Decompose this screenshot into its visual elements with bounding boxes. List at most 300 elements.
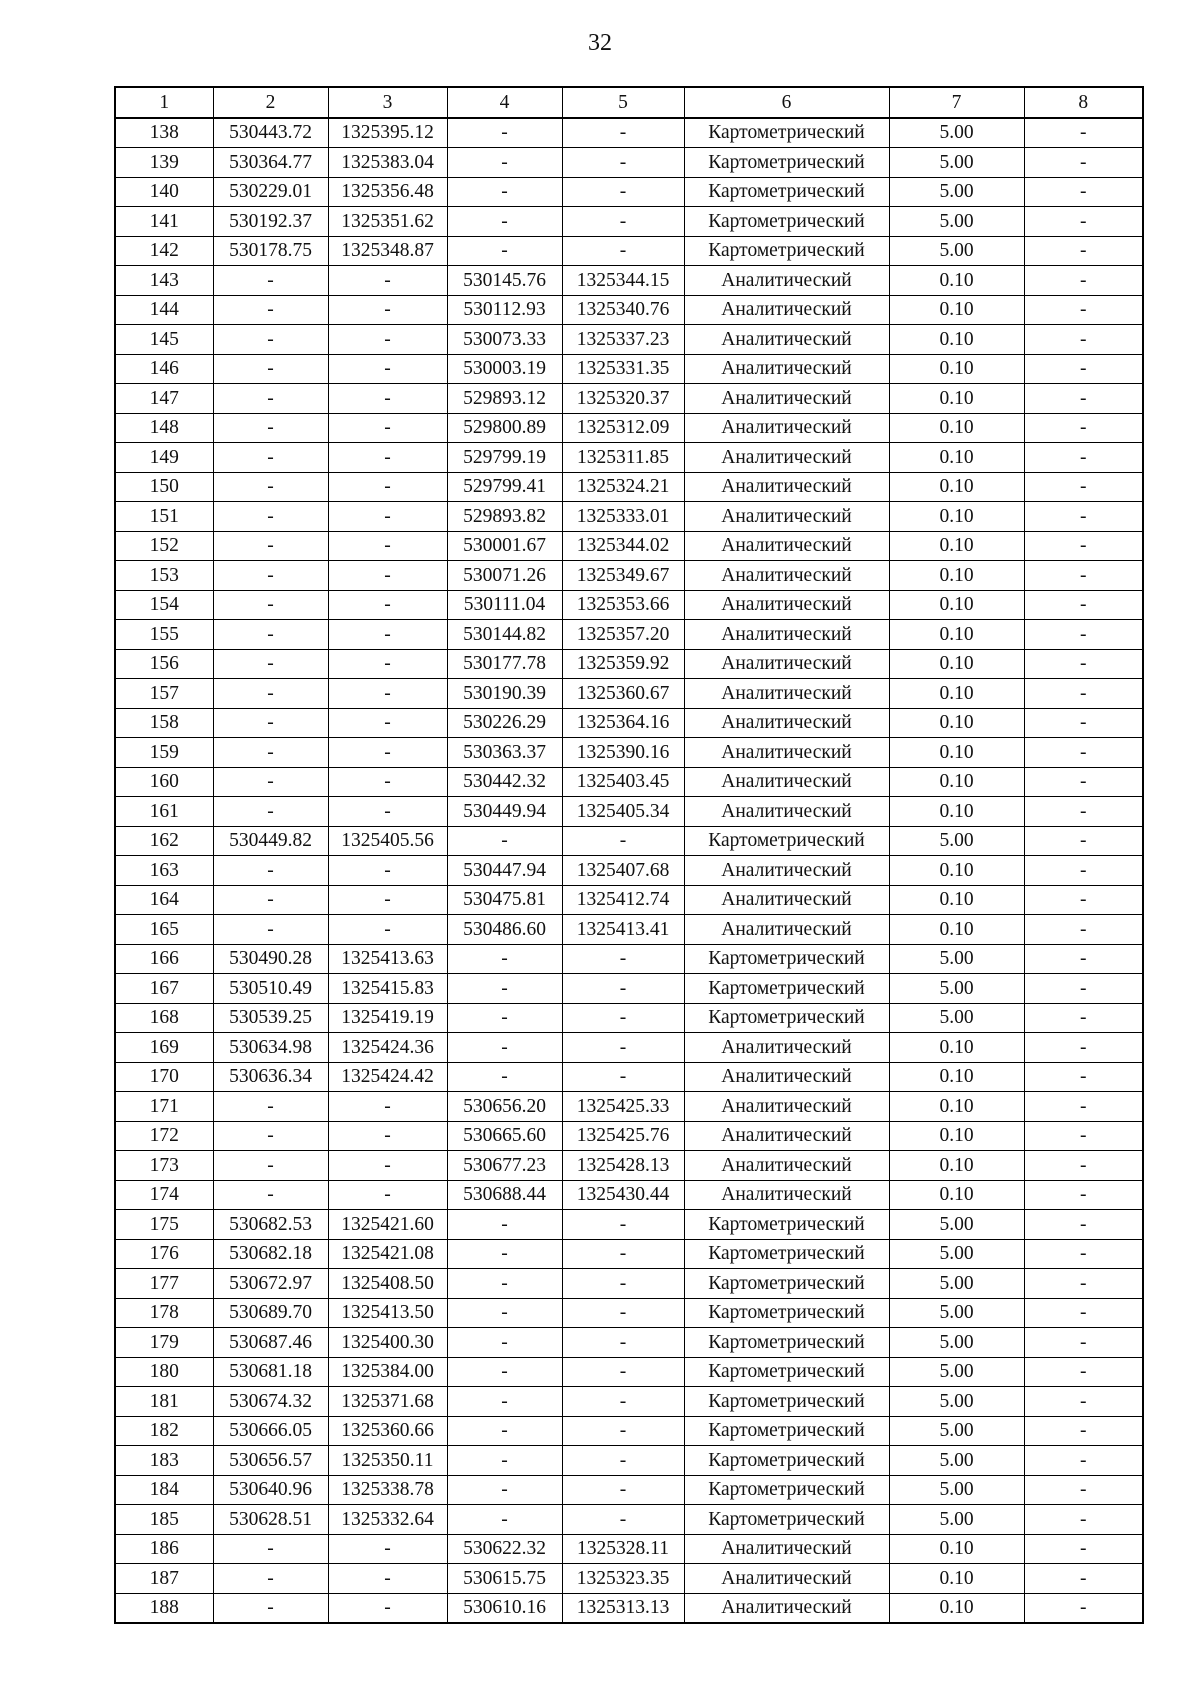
table-cell: - bbox=[213, 590, 328, 620]
table-cell: Аналитический bbox=[684, 1033, 889, 1063]
table-cell: - bbox=[1024, 1328, 1143, 1358]
table-cell: 1325428.13 bbox=[562, 1151, 684, 1181]
table-row bbox=[115, 295, 1143, 325]
table-cell: - bbox=[447, 1446, 562, 1476]
table-row bbox=[115, 1151, 1143, 1181]
table-cell: 1325323.35 bbox=[562, 1564, 684, 1594]
table-row bbox=[115, 915, 1143, 945]
table-cell: 0.10 bbox=[889, 679, 1024, 709]
table-cell: 1325383.04 bbox=[328, 148, 447, 178]
table-cell: 0.10 bbox=[889, 1062, 1024, 1092]
table-cell: 1325390.16 bbox=[562, 738, 684, 768]
table-cell: - bbox=[447, 1239, 562, 1269]
table-cell: Картометрический bbox=[684, 974, 889, 1004]
table-cell: 164 bbox=[115, 885, 213, 915]
table-cell: - bbox=[213, 384, 328, 414]
table-cell: - bbox=[213, 325, 328, 355]
table-cell: - bbox=[1024, 148, 1143, 178]
table-cell: - bbox=[328, 738, 447, 768]
table-cell: - bbox=[1024, 472, 1143, 502]
table-cell: 1325413.50 bbox=[328, 1298, 447, 1328]
table-row bbox=[115, 1239, 1143, 1269]
table-cell: - bbox=[1024, 590, 1143, 620]
table-cell: - bbox=[1024, 1180, 1143, 1210]
table-cell: - bbox=[213, 1534, 328, 1564]
table-cell: Картометрический bbox=[684, 1239, 889, 1269]
table-cell: - bbox=[328, 620, 447, 650]
table-cell: 0.10 bbox=[889, 443, 1024, 473]
table-cell: 1325312.09 bbox=[562, 413, 684, 443]
table-cell: - bbox=[1024, 1357, 1143, 1387]
table-cell: - bbox=[562, 1505, 684, 1535]
table-cell: - bbox=[1024, 620, 1143, 650]
table-row bbox=[115, 325, 1143, 355]
table-cell: - bbox=[447, 1357, 562, 1387]
table-cell: 171 bbox=[115, 1092, 213, 1122]
table-cell: - bbox=[1024, 1062, 1143, 1092]
table-cell: 141 bbox=[115, 207, 213, 237]
table-cell: 1325364.16 bbox=[562, 708, 684, 738]
table-cell: - bbox=[328, 856, 447, 886]
table-cell: Картометрический bbox=[684, 1387, 889, 1417]
table-cell: 0.10 bbox=[889, 531, 1024, 561]
table-cell: 173 bbox=[115, 1151, 213, 1181]
table-cell: 180 bbox=[115, 1357, 213, 1387]
table-row bbox=[115, 1180, 1143, 1210]
table-cell: Картометрический bbox=[684, 1357, 889, 1387]
table-cell: 530628.51 bbox=[213, 1505, 328, 1535]
table-cell: - bbox=[1024, 1239, 1143, 1269]
table-cell: 5.00 bbox=[889, 1239, 1024, 1269]
table-cell: - bbox=[328, 797, 447, 827]
table-cell: 0.10 bbox=[889, 708, 1024, 738]
table-cell: - bbox=[1024, 1092, 1143, 1122]
table-cell: Аналитический bbox=[684, 767, 889, 797]
table-cell: - bbox=[328, 531, 447, 561]
table-cell: 183 bbox=[115, 1446, 213, 1476]
table-cell: Картометрический bbox=[684, 207, 889, 237]
table-cell: - bbox=[1024, 915, 1143, 945]
table-cell: 1325344.02 bbox=[562, 531, 684, 561]
table-cell: 154 bbox=[115, 590, 213, 620]
table-cell: Картометрический bbox=[684, 236, 889, 266]
table-cell: - bbox=[213, 738, 328, 768]
table-cell: - bbox=[1024, 1003, 1143, 1033]
table-cell: - bbox=[447, 177, 562, 207]
table-cell: - bbox=[447, 1269, 562, 1299]
table-row bbox=[115, 885, 1143, 915]
table-cell: 186 bbox=[115, 1534, 213, 1564]
table-cell: - bbox=[562, 236, 684, 266]
table-cell: 1325331.35 bbox=[562, 354, 684, 384]
table-cell: 530634.98 bbox=[213, 1033, 328, 1063]
table-cell: 530622.32 bbox=[447, 1534, 562, 1564]
table-row bbox=[115, 148, 1143, 178]
table-row bbox=[115, 738, 1143, 768]
table-cell: 5.00 bbox=[889, 944, 1024, 974]
table-cell: - bbox=[1024, 443, 1143, 473]
table-cell: 5.00 bbox=[889, 1328, 1024, 1358]
table-cell: - bbox=[213, 708, 328, 738]
table-cell: 149 bbox=[115, 443, 213, 473]
table-cell: Аналитический bbox=[684, 325, 889, 355]
table-cell: - bbox=[562, 944, 684, 974]
table-cell: - bbox=[1024, 118, 1143, 148]
table-cell: 529799.41 bbox=[447, 472, 562, 502]
table-cell: - bbox=[213, 354, 328, 384]
table-row bbox=[115, 1328, 1143, 1358]
table-cell: 0.10 bbox=[889, 384, 1024, 414]
table-cell: Аналитический bbox=[684, 295, 889, 325]
table-cell: - bbox=[213, 649, 328, 679]
table-cell: 0.10 bbox=[889, 797, 1024, 827]
table-cell: 5.00 bbox=[889, 974, 1024, 1004]
table-cell: - bbox=[1024, 885, 1143, 915]
table-cell: 0.10 bbox=[889, 472, 1024, 502]
table-cell: 1325419.19 bbox=[328, 1003, 447, 1033]
table-cell: 530363.37 bbox=[447, 738, 562, 768]
table-cell: 1325425.33 bbox=[562, 1092, 684, 1122]
table-cell: Картометрический bbox=[684, 1505, 889, 1535]
table-cell: Аналитический bbox=[684, 1062, 889, 1092]
table-cell: - bbox=[328, 384, 447, 414]
table-row bbox=[115, 620, 1143, 650]
table-cell: - bbox=[213, 561, 328, 591]
table-cell: - bbox=[1024, 1446, 1143, 1476]
table-cell: - bbox=[328, 767, 447, 797]
table-cell: 1325413.63 bbox=[328, 944, 447, 974]
table-cell: - bbox=[447, 118, 562, 148]
table-cell: 0.10 bbox=[889, 1151, 1024, 1181]
table-cell: Аналитический bbox=[684, 590, 889, 620]
table-cell: 181 bbox=[115, 1387, 213, 1417]
table-cell: 1325320.37 bbox=[562, 384, 684, 414]
table-cell: - bbox=[328, 1092, 447, 1122]
table-cell: 179 bbox=[115, 1328, 213, 1358]
table-cell: - bbox=[1024, 1210, 1143, 1240]
table-cell: - bbox=[1024, 856, 1143, 886]
table-cell: 530636.34 bbox=[213, 1062, 328, 1092]
table-cell: - bbox=[328, 413, 447, 443]
table-cell: 1325430.44 bbox=[562, 1180, 684, 1210]
table-row bbox=[115, 384, 1143, 414]
table-cell: - bbox=[562, 974, 684, 1004]
table-cell: Аналитический bbox=[684, 502, 889, 532]
table-cell: - bbox=[562, 1239, 684, 1269]
table-cell: 530665.60 bbox=[447, 1121, 562, 1151]
table-cell: 530674.32 bbox=[213, 1387, 328, 1417]
table-cell: - bbox=[1024, 266, 1143, 296]
table-row bbox=[115, 561, 1143, 591]
table-cell: 530640.96 bbox=[213, 1475, 328, 1505]
table-cell: 530177.78 bbox=[447, 649, 562, 679]
table-cell: 5.00 bbox=[889, 1416, 1024, 1446]
table-cell: 1325421.08 bbox=[328, 1239, 447, 1269]
table-cell: - bbox=[1024, 384, 1143, 414]
table-cell: 5.00 bbox=[889, 118, 1024, 148]
table-cell: - bbox=[1024, 797, 1143, 827]
table-cell: 1325353.66 bbox=[562, 590, 684, 620]
table-cell: Картометрический bbox=[684, 1446, 889, 1476]
table-cell: 156 bbox=[115, 649, 213, 679]
table-cell: - bbox=[1024, 1033, 1143, 1063]
table-cell: - bbox=[328, 885, 447, 915]
table-cell: 0.10 bbox=[889, 502, 1024, 532]
table-cell: 0.10 bbox=[889, 620, 1024, 650]
table-cell: 167 bbox=[115, 974, 213, 1004]
column-header: 3 bbox=[328, 87, 447, 118]
table-cell: 530190.39 bbox=[447, 679, 562, 709]
table-cell: - bbox=[328, 472, 447, 502]
table-cell: 1325371.68 bbox=[328, 1387, 447, 1417]
table-cell: - bbox=[1024, 177, 1143, 207]
table-cell: 5.00 bbox=[889, 1475, 1024, 1505]
table-cell: 1325324.21 bbox=[562, 472, 684, 502]
table-cell: - bbox=[213, 797, 328, 827]
table-cell: - bbox=[213, 1180, 328, 1210]
table-cell: 0.10 bbox=[889, 413, 1024, 443]
table-row bbox=[115, 974, 1143, 1004]
table-cell: 0.10 bbox=[889, 1593, 1024, 1623]
table-cell: 1325415.83 bbox=[328, 974, 447, 1004]
table-row bbox=[115, 1298, 1143, 1328]
table-cell: 530449.94 bbox=[447, 797, 562, 827]
table-row bbox=[115, 1475, 1143, 1505]
table-cell: 142 bbox=[115, 236, 213, 266]
table-cell: - bbox=[1024, 1593, 1143, 1623]
table-cell: - bbox=[447, 1475, 562, 1505]
table-row bbox=[115, 1092, 1143, 1122]
table-cell: 530442.32 bbox=[447, 767, 562, 797]
table-cell: - bbox=[447, 1003, 562, 1033]
table-cell: 139 bbox=[115, 148, 213, 178]
table-row bbox=[115, 236, 1143, 266]
table-cell: - bbox=[328, 325, 447, 355]
table-cell: 529800.89 bbox=[447, 413, 562, 443]
table-cell: - bbox=[213, 413, 328, 443]
table-cell: 1325424.42 bbox=[328, 1062, 447, 1092]
table-cell: 140 bbox=[115, 177, 213, 207]
table-cell: - bbox=[447, 236, 562, 266]
table-cell: 0.10 bbox=[889, 767, 1024, 797]
table-cell: 530447.94 bbox=[447, 856, 562, 886]
table-cell: - bbox=[1024, 295, 1143, 325]
table-cell: Аналитический bbox=[684, 797, 889, 827]
table-cell: - bbox=[328, 1151, 447, 1181]
table-cell: - bbox=[562, 1062, 684, 1092]
table-cell: - bbox=[562, 177, 684, 207]
table-row bbox=[115, 1062, 1143, 1092]
table-cell: 530003.19 bbox=[447, 354, 562, 384]
table-cell: 0.10 bbox=[889, 590, 1024, 620]
table-cell: 1325421.60 bbox=[328, 1210, 447, 1240]
table-cell: - bbox=[1024, 561, 1143, 591]
table-cell: 176 bbox=[115, 1239, 213, 1269]
table-cell: - bbox=[447, 207, 562, 237]
table-cell: 1325348.87 bbox=[328, 236, 447, 266]
table-cell: 1325338.78 bbox=[328, 1475, 447, 1505]
table-cell: 1325340.76 bbox=[562, 295, 684, 325]
table-cell: Аналитический bbox=[684, 885, 889, 915]
table-cell: 530226.29 bbox=[447, 708, 562, 738]
table-cell: 1325332.64 bbox=[328, 1505, 447, 1535]
table-cell: Аналитический bbox=[684, 738, 889, 768]
table-cell: - bbox=[213, 1593, 328, 1623]
table-cell: 530001.67 bbox=[447, 531, 562, 561]
table-cell: 174 bbox=[115, 1180, 213, 1210]
table-cell: 161 bbox=[115, 797, 213, 827]
table-cell: 165 bbox=[115, 915, 213, 945]
table-cell: Аналитический bbox=[684, 856, 889, 886]
table-cell: 5.00 bbox=[889, 177, 1024, 207]
table-cell: - bbox=[1024, 944, 1143, 974]
table-cell: 530178.75 bbox=[213, 236, 328, 266]
table-cell: - bbox=[562, 1210, 684, 1240]
table-row bbox=[115, 1416, 1143, 1446]
table-cell: Аналитический bbox=[684, 679, 889, 709]
table-cell: 151 bbox=[115, 502, 213, 532]
table-cell: 530682.53 bbox=[213, 1210, 328, 1240]
table-cell: 145 bbox=[115, 325, 213, 355]
table-cell: - bbox=[213, 885, 328, 915]
table-cell: - bbox=[447, 1387, 562, 1417]
table-cell: - bbox=[1024, 502, 1143, 532]
table-cell: - bbox=[1024, 207, 1143, 237]
table-cell: 166 bbox=[115, 944, 213, 974]
table-cell: Аналитический bbox=[684, 1092, 889, 1122]
table-cell: 1325403.45 bbox=[562, 767, 684, 797]
table-row bbox=[115, 679, 1143, 709]
table-cell: - bbox=[328, 649, 447, 679]
table-row bbox=[115, 118, 1143, 148]
table-cell: 530687.46 bbox=[213, 1328, 328, 1358]
table-cell: 184 bbox=[115, 1475, 213, 1505]
table-row bbox=[115, 1446, 1143, 1476]
table-cell: 0.10 bbox=[889, 295, 1024, 325]
table-cell: - bbox=[1024, 738, 1143, 768]
column-header: 6 bbox=[684, 87, 889, 118]
table-cell: - bbox=[1024, 531, 1143, 561]
table-cell: - bbox=[213, 1564, 328, 1594]
table-cell: 146 bbox=[115, 354, 213, 384]
table-cell: 530192.37 bbox=[213, 207, 328, 237]
table-cell: 5.00 bbox=[889, 1357, 1024, 1387]
table-cell: - bbox=[213, 620, 328, 650]
table-cell: 1325408.50 bbox=[328, 1269, 447, 1299]
table-cell: 5.00 bbox=[889, 1446, 1024, 1476]
table-cell: 185 bbox=[115, 1505, 213, 1535]
table-row bbox=[115, 944, 1143, 974]
table-cell: - bbox=[447, 944, 562, 974]
table-cell: 177 bbox=[115, 1269, 213, 1299]
table-cell: 1325412.74 bbox=[562, 885, 684, 915]
table-cell: 158 bbox=[115, 708, 213, 738]
table-row bbox=[115, 1033, 1143, 1063]
table-cell: - bbox=[1024, 1298, 1143, 1328]
table-cell: - bbox=[328, 266, 447, 296]
table-cell: - bbox=[213, 679, 328, 709]
table-cell: 1325360.66 bbox=[328, 1416, 447, 1446]
table-cell: 530610.16 bbox=[447, 1593, 562, 1623]
table-cell: 178 bbox=[115, 1298, 213, 1328]
table-row bbox=[115, 266, 1143, 296]
column-header: 2 bbox=[213, 87, 328, 118]
column-header: 4 bbox=[447, 87, 562, 118]
table-cell: - bbox=[562, 1298, 684, 1328]
table-cell: - bbox=[213, 266, 328, 296]
table-row bbox=[115, 649, 1143, 679]
table-cell: 138 bbox=[115, 118, 213, 148]
table-cell: 530449.82 bbox=[213, 826, 328, 856]
table-row bbox=[115, 767, 1143, 797]
table-cell: 0.10 bbox=[889, 1534, 1024, 1564]
table-cell: 1325313.13 bbox=[562, 1593, 684, 1623]
table-cell: 1325425.76 bbox=[562, 1121, 684, 1151]
table-cell: - bbox=[562, 1387, 684, 1417]
column-header: 7 bbox=[889, 87, 1024, 118]
table-cell: 0.10 bbox=[889, 1033, 1024, 1063]
table-cell: - bbox=[328, 1180, 447, 1210]
table-cell: 148 bbox=[115, 413, 213, 443]
table-cell: 1325357.20 bbox=[562, 620, 684, 650]
table-cell: - bbox=[213, 856, 328, 886]
table-cell: - bbox=[447, 1033, 562, 1063]
table-cell: - bbox=[562, 148, 684, 178]
table-cell: - bbox=[213, 1121, 328, 1151]
table-cell: - bbox=[328, 502, 447, 532]
table-cell: Аналитический bbox=[684, 915, 889, 945]
table-cell: - bbox=[447, 826, 562, 856]
table-cell: 162 bbox=[115, 826, 213, 856]
table-cell: - bbox=[447, 974, 562, 1004]
table-cell: 530112.93 bbox=[447, 295, 562, 325]
table-cell: - bbox=[328, 1121, 447, 1151]
table-cell: 0.10 bbox=[889, 1180, 1024, 1210]
table-cell: Аналитический bbox=[684, 708, 889, 738]
table-cell: 170 bbox=[115, 1062, 213, 1092]
table-cell: 5.00 bbox=[889, 1387, 1024, 1417]
table-cell: 530443.72 bbox=[213, 118, 328, 148]
table-cell: 155 bbox=[115, 620, 213, 650]
table-cell: Картометрический bbox=[684, 1269, 889, 1299]
table-cell: - bbox=[447, 1416, 562, 1446]
table-cell: - bbox=[447, 148, 562, 178]
table-cell: - bbox=[213, 443, 328, 473]
table-cell: Картометрический bbox=[684, 148, 889, 178]
table-row bbox=[115, 1121, 1143, 1151]
table-cell: 530615.75 bbox=[447, 1564, 562, 1594]
table-cell: - bbox=[328, 1593, 447, 1623]
table-cell: Аналитический bbox=[684, 1121, 889, 1151]
table-cell: 0.10 bbox=[889, 738, 1024, 768]
table-cell: - bbox=[328, 561, 447, 591]
table-cell: - bbox=[562, 1446, 684, 1476]
table-cell: - bbox=[1024, 1534, 1143, 1564]
table-cell: 5.00 bbox=[889, 207, 1024, 237]
table-row bbox=[115, 177, 1143, 207]
table-cell: Аналитический bbox=[684, 620, 889, 650]
table-cell: - bbox=[562, 1033, 684, 1063]
table-cell: 5.00 bbox=[889, 1003, 1024, 1033]
table-cell: 530682.18 bbox=[213, 1239, 328, 1269]
table-cell: - bbox=[328, 1564, 447, 1594]
table-cell: - bbox=[1024, 413, 1143, 443]
table-cell: - bbox=[213, 1151, 328, 1181]
table-cell: 5.00 bbox=[889, 1505, 1024, 1535]
table-cell: - bbox=[562, 118, 684, 148]
table-cell: 5.00 bbox=[889, 1269, 1024, 1299]
table-header-row bbox=[115, 87, 1143, 118]
